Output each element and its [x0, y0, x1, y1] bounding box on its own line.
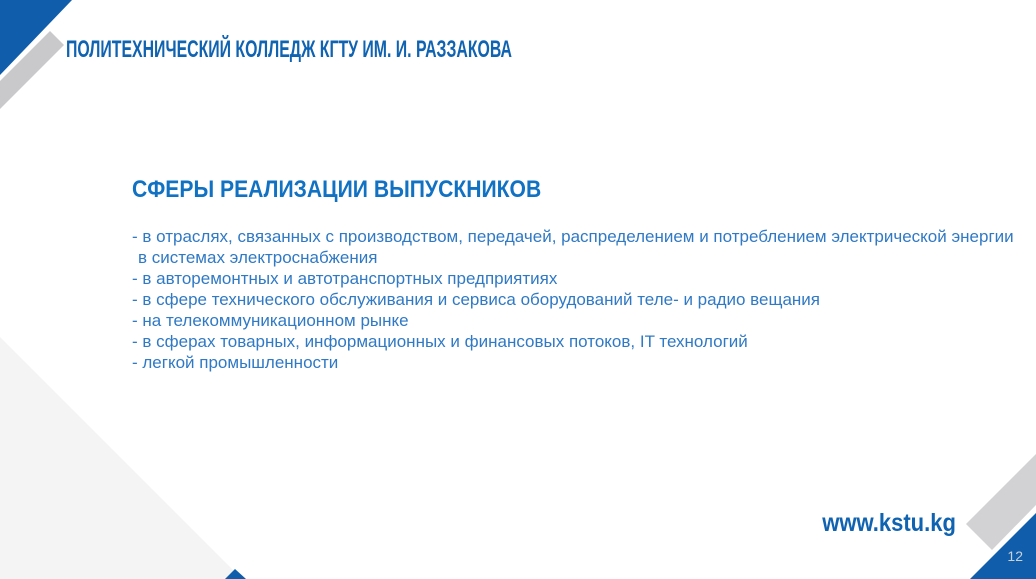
section-heading: СФЕРЫ РЕАЛИЗАЦИИ ВЫПУСКНИКОВ — [132, 176, 542, 203]
list-item: - на телекоммуникационном рынке — [132, 311, 409, 330]
corner-accent-bottomleft-lightgray-triangle — [0, 337, 242, 579]
list-item: - в отраслях, связанных с производством, передачей, распределением и потреблением электрической энергии — [132, 227, 1014, 246]
list-item: - в авторемонтных и автотранспортных предприятиях — [132, 269, 558, 288]
list-item: - легкой промышленности — [132, 353, 339, 372]
slide-title: ПОЛИТЕХНИЧЕСКИЙ КОЛЛЕДЖ КГТУ ИМ. И. РАЗЗАКОВА — [66, 36, 512, 63]
page-number: 12 — [1007, 548, 1023, 564]
list-item: - в сфере технического обслуживания и сервиса оборудований теле- и радио вещания — [132, 290, 821, 309]
list-item-continuation: в системах электроснабжения — [138, 248, 378, 267]
website-url: www.kstu.kg — [822, 509, 956, 537]
list-item: - в сферах товарных, информационных и финансовых потоков, IT технологий — [132, 332, 748, 351]
bullet-list — [132, 226, 1014, 373]
